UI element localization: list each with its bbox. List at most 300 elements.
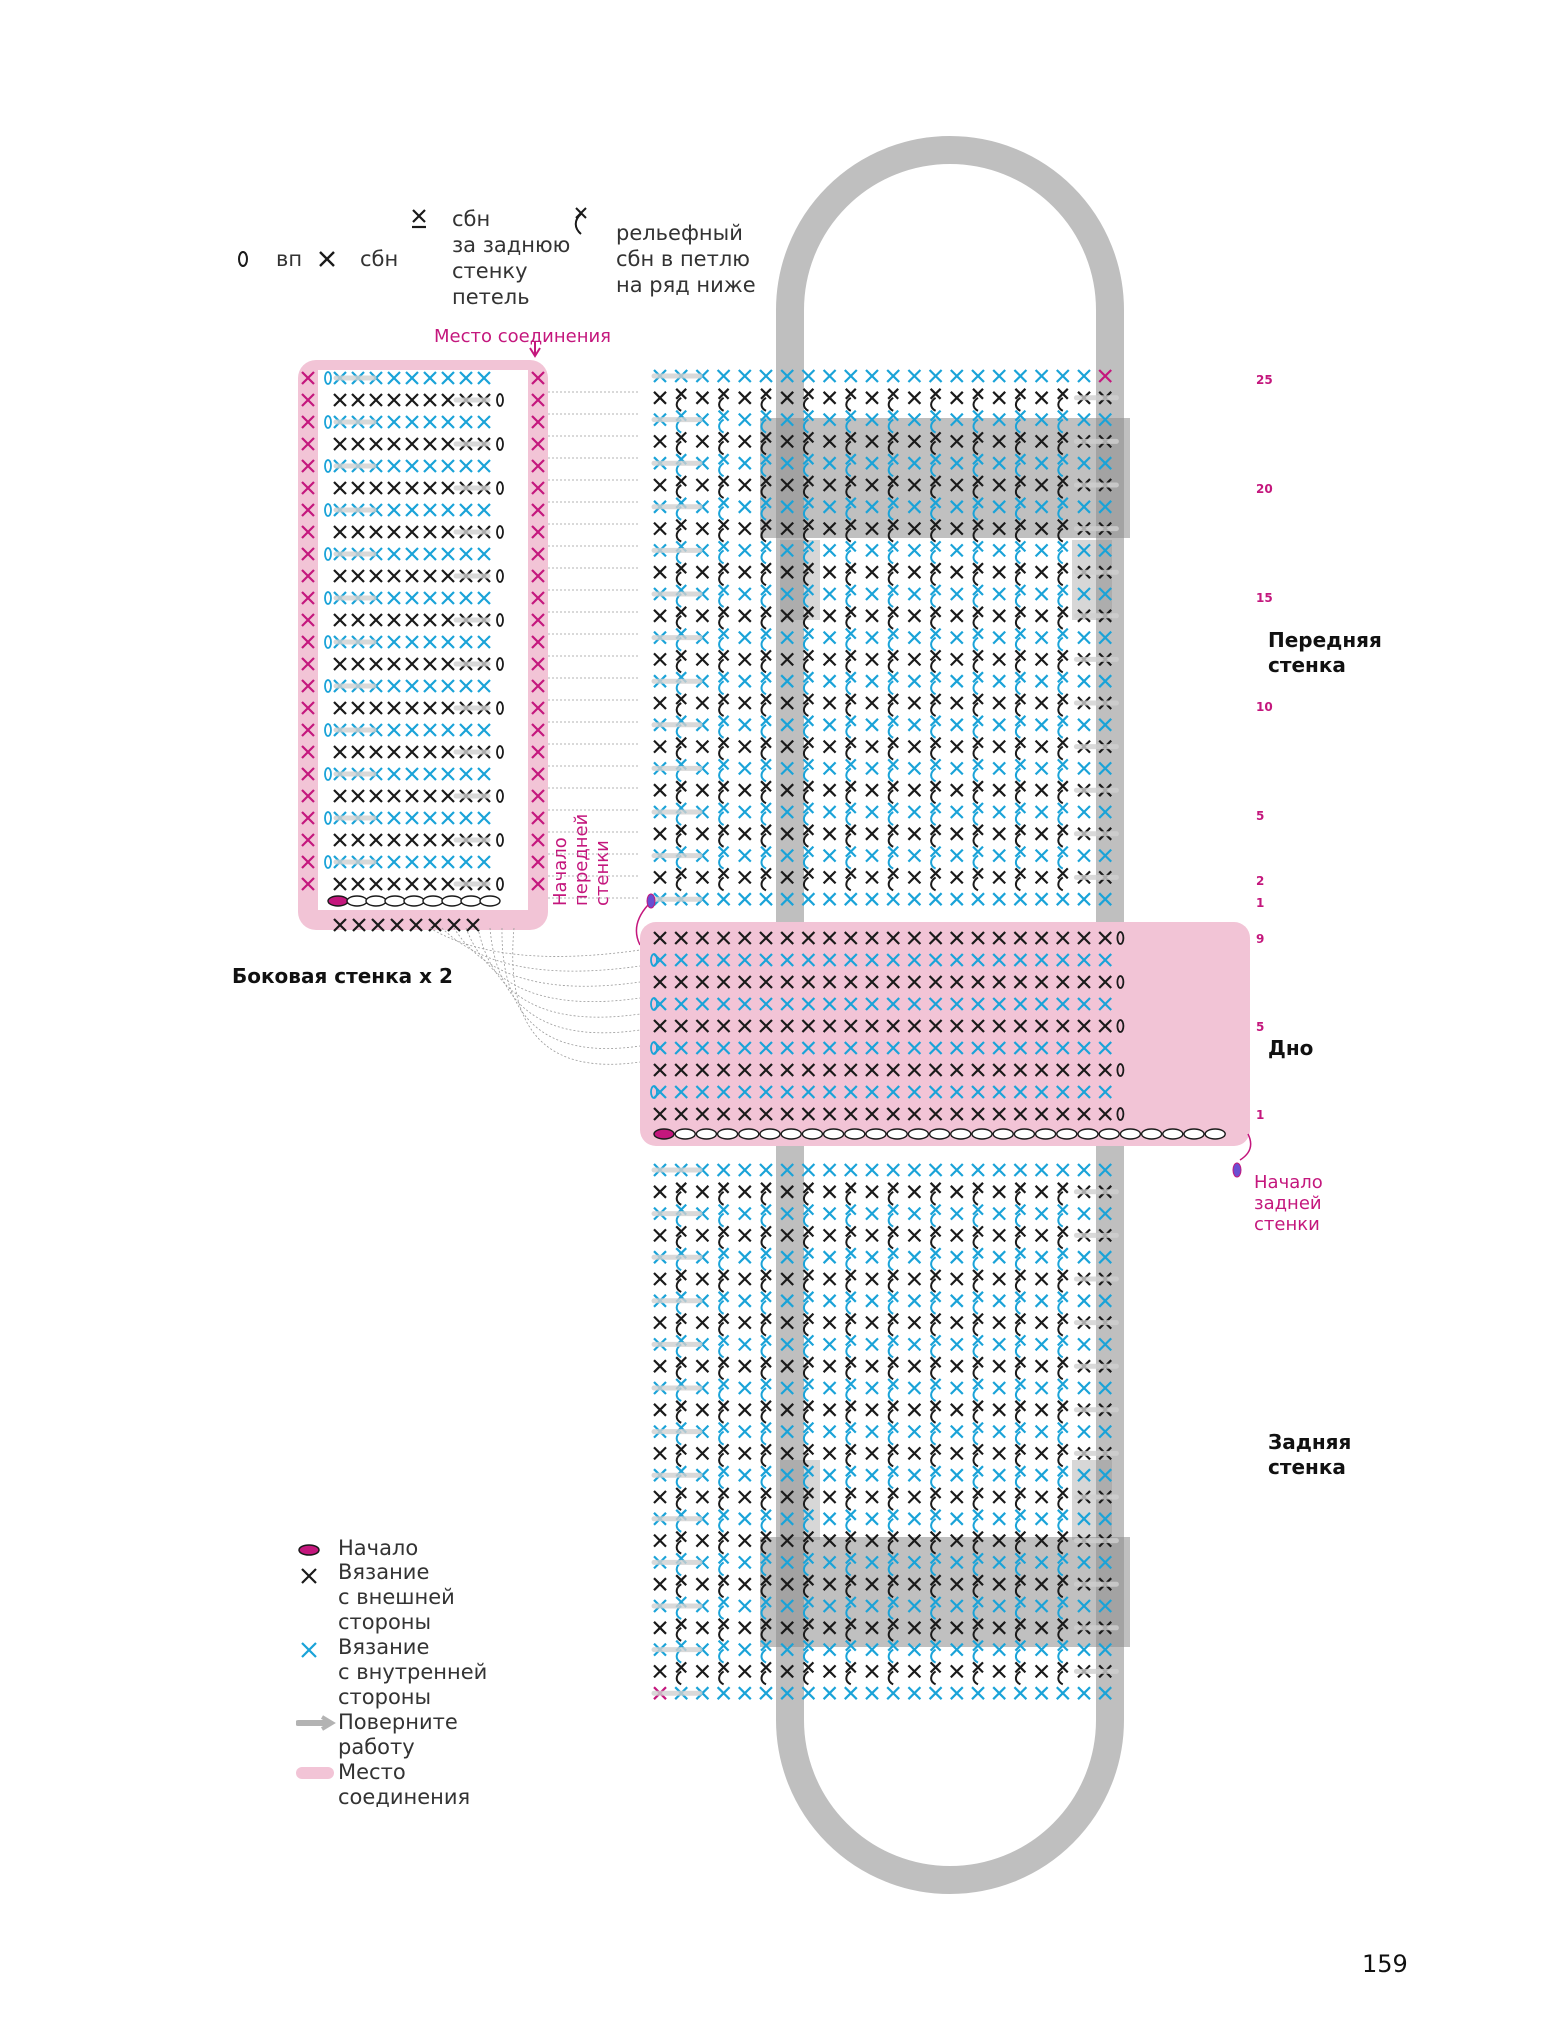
front-post-stitch (1058, 738, 1068, 748)
front-post-stitch-tail (1016, 1344, 1021, 1357)
front-post-stitch-tail (846, 1344, 851, 1357)
front-post-stitch-tail (889, 877, 894, 890)
front-post-stitch (1015, 1292, 1025, 1302)
front-post-stitch (846, 650, 856, 660)
front-wall-stitch (951, 893, 963, 905)
front-post-stitch-tail (1016, 681, 1021, 694)
front-post-stitch-tail (1016, 1497, 1021, 1510)
front-post-stitch-tail (677, 703, 682, 716)
bottom-chain-oval (866, 1129, 886, 1139)
front-post-stitch-tail (804, 1344, 809, 1357)
front-wall-stitch (696, 523, 708, 535)
front-post-stitch (719, 1270, 729, 1280)
front-post-stitch (931, 1357, 941, 1367)
back-wall-stitch (824, 1164, 836, 1176)
front-wall-stitch (739, 479, 751, 491)
back-wall-stitch (972, 1164, 984, 1176)
front-post-stitch-tail (846, 725, 851, 738)
back-wall-stitch (1036, 1186, 1048, 1198)
front-post-stitch-tail (804, 1410, 809, 1423)
front-wall-stitch (1036, 784, 1048, 796)
back-wall-stitch (951, 1164, 963, 1176)
front-post-stitch-tail (1016, 1323, 1021, 1336)
front-post-stitch (846, 541, 856, 551)
front-post-stitch-tail (846, 1388, 851, 1401)
front-post-stitch (1058, 389, 1068, 399)
front-post-stitch-tail (1058, 1650, 1063, 1663)
front-post-stitch (888, 629, 898, 639)
front-post-stitch-tail (804, 1301, 809, 1314)
front-post-stitch (931, 1226, 941, 1236)
front-post-stitch (973, 1183, 983, 1193)
back-wall-stitch (866, 1229, 878, 1241)
front-post-stitch (761, 781, 771, 791)
front-post-stitch-tail (762, 1671, 767, 1684)
front-post-stitch (846, 738, 856, 748)
legend-inner-label: Вязание с внутренней стороны (338, 1635, 488, 1709)
back-wall-stitch (1078, 1382, 1090, 1394)
front-post-stitch-tail (846, 1192, 851, 1205)
back-wall-stitch (739, 1229, 751, 1241)
front-post-stitch-tail (846, 877, 851, 890)
bottom-chain-oval (1205, 1129, 1225, 1139)
front-post-stitch (931, 781, 941, 791)
front-wall-stitch (908, 653, 920, 665)
front-post-stitch-tail (1058, 1453, 1063, 1466)
front-post-stitch-tail (804, 1279, 809, 1292)
back-wall-stitch (1036, 1208, 1048, 1220)
front-post-stitch (803, 1379, 813, 1389)
back-wall-stitch (739, 1273, 751, 1285)
back-wall-stitch (908, 1447, 920, 1459)
front-post-stitch-tail (677, 877, 682, 890)
front-post-stitch (1015, 1183, 1025, 1193)
front-post-stitch (931, 650, 941, 660)
front-post-stitch-tail (1058, 1410, 1063, 1423)
front-wall-stitch (908, 741, 920, 753)
front-post-stitch (888, 847, 898, 857)
front-post-stitch (846, 1510, 856, 1520)
back-wall-stitch (951, 1295, 963, 1307)
back-wall-stitch (908, 1229, 920, 1241)
front-wall-stitch (951, 544, 963, 556)
front-post-stitch (931, 716, 941, 726)
back-wall-stitch (1057, 1687, 1069, 1699)
front-post-stitch (719, 1641, 729, 1651)
front-post-stitch-tail (889, 681, 894, 694)
front-post-stitch (888, 389, 898, 399)
front-post-stitch (888, 803, 898, 813)
front-post-stitch-tail (1058, 616, 1063, 629)
front-wall-stitch (908, 392, 920, 404)
front-wall-stitch (866, 762, 878, 774)
front-post-stitch-tail (889, 1410, 894, 1423)
back-wall-stitch (993, 1404, 1005, 1416)
front-post-stitch-tail (1016, 1214, 1021, 1227)
front-post-stitch (719, 1248, 729, 1258)
front-post-stitch (931, 1270, 941, 1280)
front-post-stitch-tail (846, 1257, 851, 1270)
front-post-stitch (761, 1205, 771, 1215)
front-post-stitch (888, 1510, 898, 1520)
front-post-stitch-tail (846, 1650, 851, 1663)
front-post-stitch-tail (846, 768, 851, 781)
front-post-stitch (719, 563, 729, 573)
back-wall-stitch (908, 1273, 920, 1285)
front-post-stitch (1058, 781, 1068, 791)
front-wall-stitch (824, 566, 836, 578)
front-post-stitch (888, 1314, 898, 1324)
front-wall-stitch (866, 392, 878, 404)
front-wall-stitch (739, 653, 751, 665)
front-wall-stitch (802, 370, 814, 382)
back-wall-stitch (866, 1186, 878, 1198)
front-wall-stitch (1078, 675, 1090, 687)
front-post-stitch (761, 1357, 771, 1367)
front-wall-stitch (993, 588, 1005, 600)
front-post-stitch (888, 541, 898, 551)
front-post-stitch-tail (846, 681, 851, 694)
front-post-stitch-tail (846, 616, 851, 629)
front-post-stitch (888, 607, 898, 617)
front-post-stitch (719, 672, 729, 682)
front-post-stitch (719, 629, 729, 639)
back-wall-stitch (887, 1687, 899, 1699)
bottom-chain-oval (972, 1129, 992, 1139)
front-post-stitch-tail (889, 790, 894, 803)
front-post-stitch (888, 738, 898, 748)
side-wall-chain-oval (461, 896, 481, 906)
front-post-stitch (719, 1575, 729, 1585)
back-wall-stitch (760, 1164, 772, 1176)
front-post-stitch-tail (931, 790, 936, 803)
front-post-stitch (973, 1270, 983, 1280)
front-post-stitch (1058, 1379, 1068, 1389)
front-post-stitch-tail (804, 747, 809, 760)
front-post-stitch-tail (889, 398, 894, 411)
front-wall-stitch (1036, 806, 1048, 818)
front-wall-stitch (866, 588, 878, 600)
bottom-chain-oval (781, 1129, 801, 1139)
front-wall-stitch (951, 588, 963, 600)
front-post-stitch (888, 1423, 898, 1433)
front-post-stitch (846, 1205, 856, 1215)
back-wall-stitch (993, 1469, 1005, 1481)
back-wall-stitch (908, 1186, 920, 1198)
front-post-stitch (888, 1270, 898, 1280)
front-post-stitch-tail (1016, 1279, 1021, 1292)
front-post-stitch-tail (762, 1192, 767, 1205)
back-wall-stitch (1078, 1426, 1090, 1438)
front-post-stitch (1015, 1379, 1025, 1389)
front-post-stitch (719, 1357, 729, 1367)
front-post-stitch-tail (931, 1344, 936, 1357)
front-post-stitch (676, 868, 686, 878)
front-post-stitch-tail (762, 1453, 767, 1466)
front-post-stitch-tail (846, 1410, 851, 1423)
front-post-stitch (931, 1292, 941, 1302)
front-wall-stitch (696, 697, 708, 709)
front-post-stitch-tail (1058, 638, 1063, 651)
front-post-stitch-tail (719, 1671, 724, 1684)
back-wall-stitch (866, 1513, 878, 1525)
front-post-stitch (803, 847, 813, 857)
front-wall-stitch (908, 632, 920, 644)
front-wall-stitch (1036, 762, 1048, 774)
front-wall-stitch (951, 806, 963, 818)
front-post-stitch-tail (974, 856, 979, 869)
front-post-stitch-tail (719, 1432, 724, 1445)
front-post-stitch-tail (846, 1279, 851, 1292)
side-wall-chain-oval (347, 896, 367, 906)
front-post-stitch-tail (677, 1584, 682, 1597)
back-wall-stitch (951, 1338, 963, 1350)
back-wall-stitch (739, 1295, 751, 1307)
back-wall-stitch (866, 1338, 878, 1350)
front-wall-stitch (908, 675, 920, 687)
front-wall-stitch (866, 653, 878, 665)
front-wall-stitch (739, 392, 751, 404)
bottom-row-number-1: 1 (1256, 1108, 1265, 1122)
front-post-stitch (931, 803, 941, 813)
back-wall-stitch (866, 1665, 878, 1677)
front-post-stitch (931, 1335, 941, 1345)
front-post-stitch-tail (677, 398, 682, 411)
front-post-stitch-tail (677, 529, 682, 542)
front-post-stitch-tail (974, 790, 979, 803)
front-wall-stitch (908, 697, 920, 709)
back-wall-stitch (993, 1164, 1005, 1176)
back-wall-stitch (824, 1295, 836, 1307)
front-post-stitch-tail (1016, 659, 1021, 672)
back-wall-stitch (908, 1404, 920, 1416)
front-post-stitch-tail (804, 834, 809, 847)
front-post-stitch-tail (719, 1541, 724, 1554)
front-post-stitch-tail (719, 1584, 724, 1597)
front-post-stitch-tail (974, 1279, 979, 1292)
front-post-stitch (888, 1292, 898, 1302)
front-wall-stitch (1057, 370, 1069, 382)
front-post-stitch-tail (931, 856, 936, 869)
join-place-label: Место соединения (434, 326, 611, 347)
bottom-chain-oval (951, 1129, 971, 1139)
front-post-stitch-tail (719, 703, 724, 716)
front-post-stitch (1015, 1248, 1025, 1258)
front-post-stitch-tail (804, 768, 809, 781)
front-post-stitch (973, 781, 983, 791)
front-post-stitch-tail (889, 768, 894, 781)
front-wall-stitch (866, 893, 878, 905)
front-post-stitch (803, 716, 813, 726)
front-post-stitch-tail (889, 616, 894, 629)
back-wall-stitch (824, 1360, 836, 1372)
front-post-stitch-tail (931, 1650, 936, 1663)
front-wall-stitch (866, 850, 878, 862)
back-wall-stitch (1036, 1426, 1048, 1438)
legend-outer-label: Вязание с внешней стороны (338, 1560, 455, 1634)
bottom-chain-oval (1120, 1129, 1140, 1139)
front-post-stitch (676, 738, 686, 748)
back-wall-stitch (739, 1644, 751, 1656)
front-post-stitch (676, 781, 686, 791)
front-post-stitch (1015, 694, 1025, 704)
front-post-stitch (719, 1314, 729, 1324)
front-post-stitch-tail (804, 1323, 809, 1336)
back-wall-stitch (866, 1251, 878, 1263)
front-post-stitch (761, 563, 771, 573)
join-dashed-curve (430, 928, 640, 956)
back-wall-stitch (1036, 1491, 1048, 1503)
front-post-stitch (676, 1488, 686, 1498)
front-post-stitch-tail (846, 572, 851, 585)
back-wall-stitch (908, 1469, 920, 1481)
front-post-stitch (676, 1401, 686, 1411)
front-wall-stitch (654, 784, 666, 796)
front-post-stitch (719, 1597, 729, 1607)
front-post-stitch (719, 1379, 729, 1389)
front-post-stitch (719, 1488, 729, 1498)
front-wall-stitch (1014, 893, 1026, 905)
front-wall-stitch (972, 370, 984, 382)
front-post-stitch (1015, 629, 1025, 639)
front-post-stitch-tail (1058, 1497, 1063, 1510)
front-post-stitch-tail (1058, 725, 1063, 738)
back-wall-stitch (993, 1360, 1005, 1372)
front-post-stitch-tail (889, 638, 894, 651)
row-number-2: 2 (1256, 874, 1265, 888)
front-wall-stitch (1036, 850, 1048, 862)
front-post-stitch-tail (677, 1628, 682, 1641)
front-wall-stitch (739, 588, 751, 600)
back-wall-stitch (824, 1491, 836, 1503)
front-post-stitch (761, 716, 771, 726)
front-post-stitch-tail (762, 1388, 767, 1401)
front-post-stitch-tail (1058, 877, 1063, 890)
front-wall-stitch (908, 370, 920, 382)
front-post-stitch (1015, 781, 1025, 791)
front-post-stitch (1015, 1205, 1025, 1215)
front-post-stitch (761, 672, 771, 682)
front-post-stitch (1015, 1444, 1025, 1454)
back-wall-stitch (718, 1687, 730, 1699)
back-wall-stitch (654, 1186, 666, 1198)
front-post-stitch (931, 694, 941, 704)
front-post-stitch-tail (846, 594, 851, 607)
front-post-stitch-tail (889, 1323, 894, 1336)
back-wall-stitch (1036, 1382, 1048, 1394)
front-wall-stitch (696, 392, 708, 404)
front-wall-stitch (993, 871, 1005, 883)
front-post-stitch-tail (931, 1475, 936, 1488)
back-wall-stitch (951, 1229, 963, 1241)
back-wall-stitch (1036, 1665, 1048, 1677)
front-post-stitch (846, 585, 856, 595)
bottom-chain-oval (930, 1129, 950, 1139)
front-post-stitch (803, 1314, 813, 1324)
front-wall-stitch (951, 697, 963, 709)
front-post-stitch-tail (931, 747, 936, 760)
front-wall-stitch (1078, 893, 1090, 905)
front-post-stitch-tail (931, 725, 936, 738)
front-wall-stitch (654, 871, 666, 883)
front-post-stitch-tail (846, 703, 851, 716)
front-post-stitch-tail (931, 834, 936, 847)
front-post-stitch (888, 1335, 898, 1345)
bottom-row-number-5: 5 (1256, 1020, 1265, 1034)
front-post-stitch (761, 541, 771, 551)
front-post-stitch-tail (677, 1671, 682, 1684)
back-wall-stitch (739, 1600, 751, 1612)
front-post-stitch-tail (1058, 834, 1063, 847)
front-post-stitch (719, 694, 729, 704)
front-post-stitch-tail (804, 1650, 809, 1663)
front-post-stitch (1058, 1488, 1068, 1498)
front-post-stitch-tail (846, 790, 851, 803)
front-post-stitch-tail (846, 1671, 851, 1684)
back-wall-stitch (993, 1186, 1005, 1198)
front-post-stitch-tail (889, 1519, 894, 1532)
front-post-stitch (1015, 1335, 1025, 1345)
front-post-stitch-tail (1016, 725, 1021, 738)
front-post-stitch (1015, 847, 1025, 857)
front-wall-stitch (1036, 741, 1048, 753)
front-post-stitch-tail (1016, 550, 1021, 563)
front-post-stitch (846, 825, 856, 835)
front-post-stitch (803, 825, 813, 835)
front-post-stitch (973, 1357, 983, 1367)
front-post-stitch (973, 694, 983, 704)
front-post-stitch (719, 498, 729, 508)
back-wall-stitch (951, 1186, 963, 1198)
front-post-stitch-tail (762, 747, 767, 760)
back-wall-stitch (1078, 1338, 1090, 1350)
front-post-stitch-tail (719, 1344, 724, 1357)
front-wall-stitch (908, 610, 920, 622)
front-post-stitch (1058, 650, 1068, 660)
front-post-stitch (761, 825, 771, 835)
front-post-stitch-tail (1058, 1323, 1063, 1336)
front-post-stitch-tail (974, 572, 979, 585)
front-post-stitch (888, 781, 898, 791)
front-wall-stitch (739, 762, 751, 774)
front-post-stitch (803, 1357, 813, 1367)
front-post-stitch (973, 650, 983, 660)
front-post-stitch (803, 694, 813, 704)
front-post-stitch-tail (974, 1235, 979, 1248)
front-post-stitch (931, 629, 941, 639)
front-post-stitch (803, 1270, 813, 1280)
front-post-stitch (1015, 585, 1025, 595)
front-post-stitch (719, 1553, 729, 1563)
front-post-stitch-tail (1058, 1366, 1063, 1379)
back-wall-stitch (887, 1164, 899, 1176)
front-post-stitch (888, 1183, 898, 1193)
front-wall-stitch (1036, 828, 1048, 840)
front-post-stitch (846, 694, 856, 704)
front-post-stitch-tail (931, 1410, 936, 1423)
front-post-stitch-tail (931, 659, 936, 672)
front-post-stitch-tail (762, 1344, 767, 1357)
back-wall-stitch (696, 1317, 708, 1329)
bottom-handle-leg-left (780, 1460, 820, 1540)
front-wall-stitch (866, 675, 878, 687)
back-wall-stitch (1036, 1513, 1048, 1525)
front-post-stitch (846, 1379, 856, 1389)
front-post-stitch-tail (677, 1497, 682, 1510)
front-post-stitch-tail (1016, 1257, 1021, 1270)
front-wall-stitch (1078, 370, 1090, 382)
front-wall-stitch (739, 414, 751, 426)
